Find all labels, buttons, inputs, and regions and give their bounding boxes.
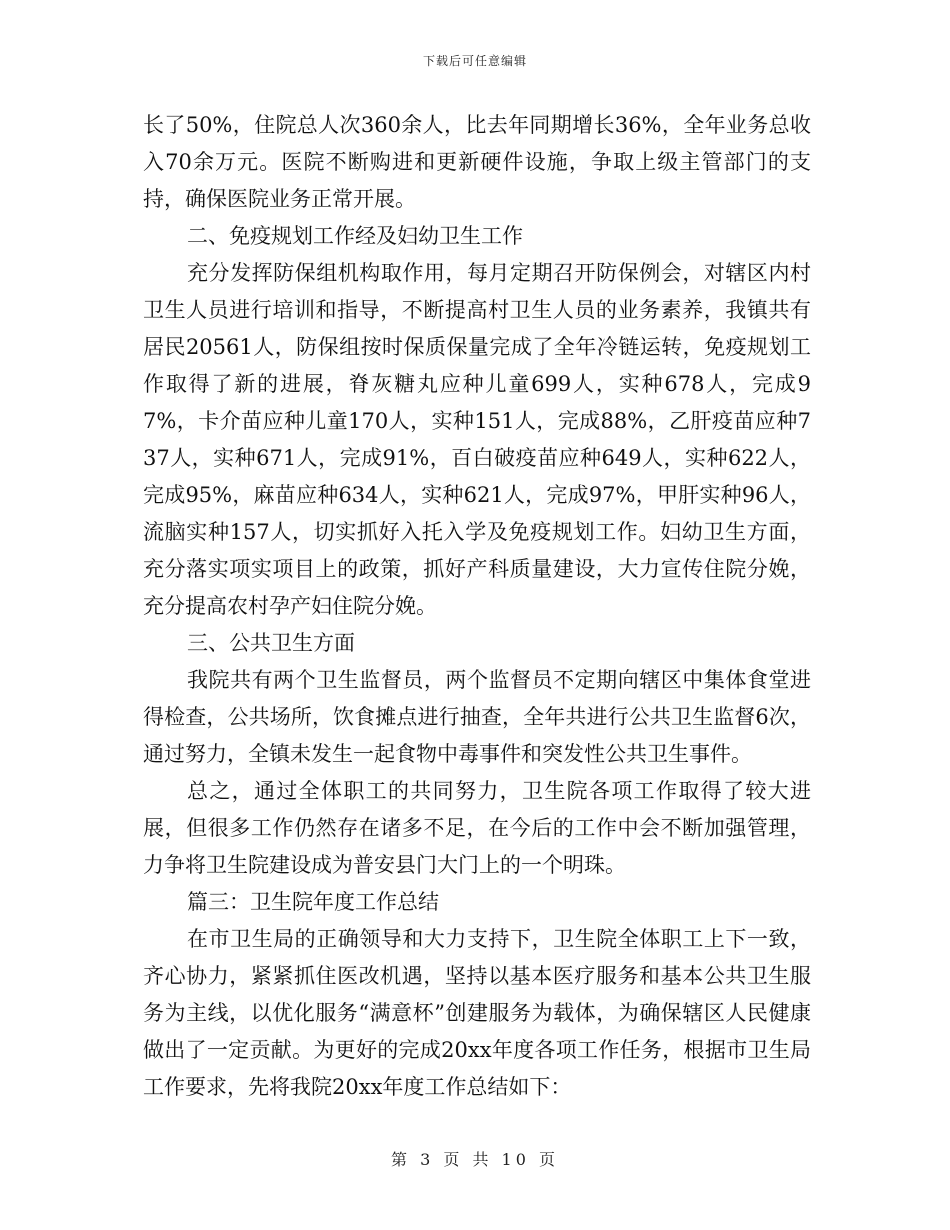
page-number: 第 3 页 共 10 页 bbox=[391, 1150, 559, 1169]
paragraph-annual-summary-intro: 在市卫生局的正确领导和大力支持下，卫生院全体职工上下一致，齐心协力，紧紧抓住医改机遇，坚持以基本医疗服务和基本公共卫生服务为主线，以优化服务“满意杯”创建服务为载体，为确保辖区人民健康做出了一定贡献。为更好的完成20xx年度各项工作任务，根据市卫生局工作要求，先将我院20xx年度工作总结如下： bbox=[143, 927, 811, 1099]
chapter-heading: 篇三：卫生院年度工作总结 bbox=[187, 890, 439, 914]
page-header-note: 下载后可任意编辑 bbox=[422, 54, 527, 68]
paragraph-immunization: 充分发挥防保组机构取作用，每月定期召开防保例会，对辖区内村卫生人员进行培训和指导，不断提高村卫生人员的业务素养，我镇共有居民20561人，防保组按时保质保量完成了全年冷链运转，免疫规划工作取得了新的进展，脊灰糖丸应种儿童699人，实种678人，完成97%，卡介苗应种儿童170人，实种151人，完成88%，乙肝疫苗应种737人，实种671人，完成91%，百白破疫苗应种649人，实种622人，完成95%，麻苗应种634人，实种621人，完成97%，甲肝实种96人，流脑实种157人，切实抓好入托入学及免疫规划工作。妇幼卫生方面，充分落实项实项目上的政策，抓好产科质量建设，大力宣传住院分娩，充分提高农村孕产妇住院分娩。 bbox=[143, 261, 811, 618]
paragraph-continuation: 长了50%，住院总人次360余人，比去年同期增长36%，全年业务总收入70余万元。医院不断购进和更新硬件设施，争取上级主管部门的支持，确保医院业务正常开展。 bbox=[143, 113, 811, 211]
paragraph-public-health: 我院共有两个卫生监督员，两个监督员不定期向辖区中集体食堂进得检查，公共场所，饮食摊点进行抽查，全年共进行公共卫生监督6次，通过努力，全镇未发生一起食物中毒事件和突发性公共卫生事件。 bbox=[143, 668, 811, 766]
paragraph-conclusion: 总之，通过全体职工的共同努力，卫生院各项工作取得了较大进展，但很多工作仍然存在诸多不足，在今后的工作中会不断加强管理，力争将卫生院建设成为普安县门大门上的一个明珠。 bbox=[143, 779, 811, 877]
section-heading-public-health: 三、公共卫生方面 bbox=[187, 631, 355, 655]
section-heading-immunization: 二、免疫规划工作经及妇幼卫生工作 bbox=[187, 224, 523, 248]
document-body bbox=[143, 107, 811, 1106]
